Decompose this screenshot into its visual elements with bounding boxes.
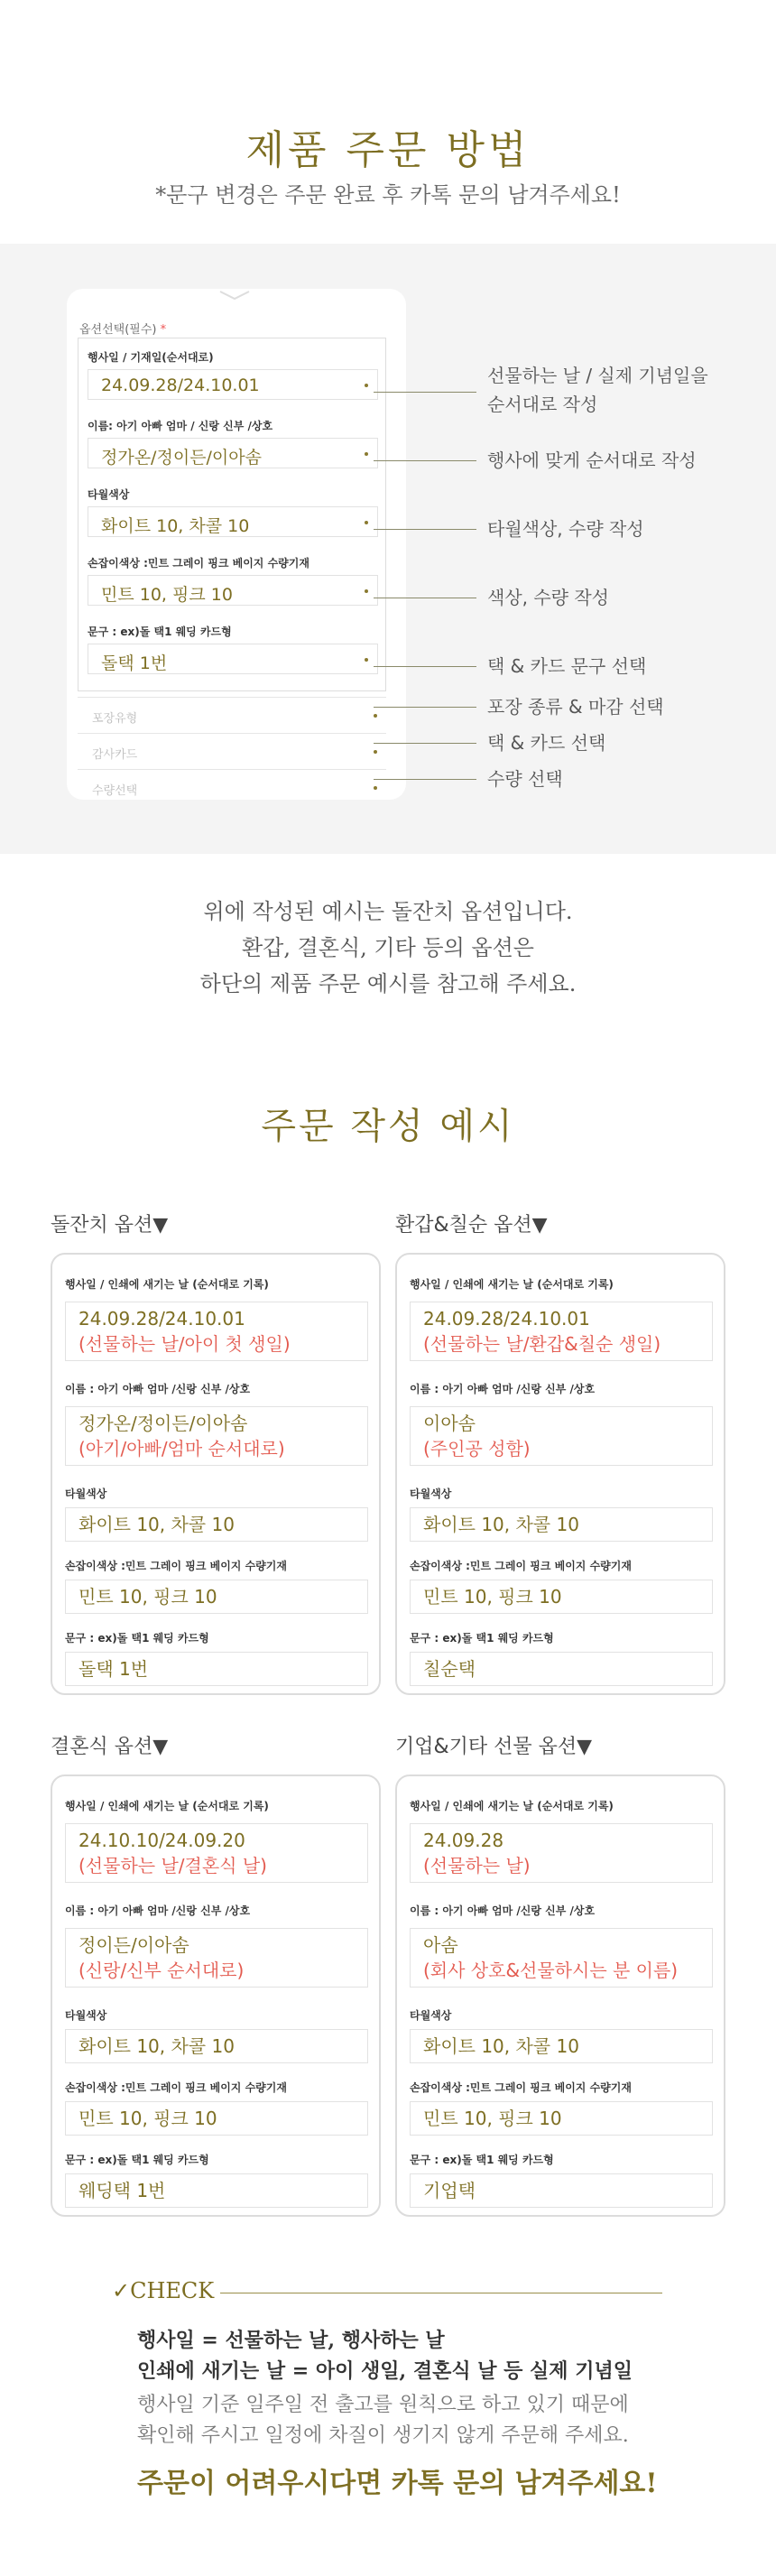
header bbox=[0, 0, 776, 244]
towel-color-field: 화이트 10, 차콜 10 bbox=[65, 2029, 368, 2063]
handle-color-field: 민트 10, 핑크 10 bbox=[65, 1580, 368, 1614]
leader-line bbox=[374, 392, 476, 393]
name-field: 정이든/이아솜 (신랑/신부 순서대로) bbox=[65, 1928, 368, 1988]
option-select-label: 옵션선택(필수) * bbox=[79, 323, 167, 337]
date-field: 24.09.28 (선물하는 날) bbox=[410, 1823, 713, 1883]
check-heading: ✓CHECK bbox=[112, 2278, 215, 2303]
example-card-first-birthday bbox=[51, 1253, 381, 1695]
phrase-field: 웨딩택 1번 bbox=[65, 2173, 368, 2208]
note-line: 환갑, 결혼식, 기타 등의 옵션은 bbox=[242, 935, 534, 960]
callout-quantity: 수량 선택 bbox=[487, 768, 563, 790]
field-label-date: 행사일 / 기재일(순서대로) bbox=[88, 351, 214, 364]
dot-marker-icon bbox=[365, 521, 368, 524]
quantity-select[interactable]: 수량선택 bbox=[78, 769, 386, 805]
field-label-phrase: 문구 : ex)돌 택1 웨딩 카드형 bbox=[88, 625, 232, 638]
field-label-name: 이름: 아기 아빠 엄마 / 신랑 신부 /상호 bbox=[88, 420, 273, 432]
callout-phrase: 택 & 카드 문구 선택 bbox=[487, 655, 647, 677]
field-label: 손잡이색상 :민트 그레이 핑크 베이지 수량기재 bbox=[65, 2081, 287, 2094]
field-label: 이름 : 아기 아빠 엄마 /신랑 신부 /상호 bbox=[410, 1383, 596, 1395]
leader-line bbox=[374, 666, 476, 667]
field-label: 문구 : ex)돌 택1 웨딩 카드형 bbox=[410, 2154, 554, 2166]
field-label: 이름 : 아기 아빠 엄마 /신랑 신부 /상호 bbox=[410, 1904, 596, 1917]
order-guide-section bbox=[0, 244, 776, 854]
field-label: 행사일 / 인쇄에 새기는 날 (순서대로 기록) bbox=[410, 1800, 614, 1812]
field-label: 타월색상 bbox=[65, 2009, 107, 2022]
card-heading-corporate: 기업&기타 선물 옵션▼ bbox=[395, 1736, 593, 1758]
field-label: 손잡이색상 :민트 그레이 핑크 베이지 수량기재 bbox=[65, 1560, 287, 1572]
phrase-field: 돌택 1번 bbox=[65, 1652, 368, 1686]
leader-line bbox=[374, 779, 476, 780]
field-label-towel-color: 타월색상 bbox=[88, 488, 130, 501]
option-form bbox=[78, 338, 386, 691]
field-label: 문구 : ex)돌 택1 웨딩 카드형 bbox=[65, 2154, 209, 2166]
field-label-handle-color: 손잡이색상 :민트 그레이 핑크 베이지 수량기재 bbox=[88, 557, 309, 570]
phrase-field[interactable]: 돌택 1번 bbox=[88, 644, 378, 674]
page-subtitle: *문구 변경은 주문 완료 후 카톡 문의 남겨주세요! bbox=[155, 182, 621, 208]
callout-date: 선물하는 날 / 실제 기념일을 순서대로 작성 bbox=[487, 365, 708, 415]
field-label: 문구 : ex)돌 택1 웨딩 카드형 bbox=[65, 1632, 209, 1645]
example-card-wedding bbox=[51, 1774, 381, 2217]
contact-message: 주문이 어려우시다면 카톡 문의 남겨주세요! bbox=[137, 2468, 658, 2499]
date-field[interactable]: 24.09.28/24.10.01 bbox=[88, 369, 378, 400]
field-label: 타월색상 bbox=[65, 1487, 107, 1500]
field-label: 손잡이색상 :민트 그레이 핑크 베이지 수량기재 bbox=[410, 1560, 632, 1572]
field-label: 이름 : 아기 아빠 엄마 /신랑 신부 /상호 bbox=[65, 1383, 251, 1395]
leader-line bbox=[374, 743, 476, 744]
packaging-select[interactable]: 포장유형 bbox=[78, 697, 386, 733]
thank-card-select[interactable]: 감사카드 bbox=[78, 733, 386, 769]
dot-marker-icon bbox=[365, 658, 368, 662]
callout-handle-color: 색상, 수량 작성 bbox=[487, 587, 609, 608]
page-title: 제품 주문 방법 bbox=[245, 127, 531, 173]
handle-color-field[interactable]: 민트 10, 핑크 10 bbox=[88, 575, 378, 606]
card-heading-first-birthday: 돌잔치 옵션▼ bbox=[51, 1214, 169, 1237]
field-label: 행사일 / 인쇄에 새기는 날 (순서대로 기록) bbox=[410, 1278, 614, 1291]
card-heading-sixtieth: 환갑&칠순 옵션▼ bbox=[395, 1214, 548, 1237]
example-card-corporate bbox=[395, 1774, 725, 2217]
field-label: 행사일 / 인쇄에 새기는 날 (순서대로 기록) bbox=[65, 1800, 269, 1812]
phone-mockup bbox=[67, 289, 406, 800]
check-line-event-date: 행사일 = 선물하는 날, 행사하는 날 bbox=[137, 2329, 445, 2352]
dot-marker-icon bbox=[374, 714, 377, 718]
towel-color-field: 화이트 10, 차콜 10 bbox=[65, 1507, 368, 1542]
check-line-print-date: 인쇄에 새기는 날 = 아이 생일, 결혼식 날 등 실제 기념일 bbox=[137, 2359, 633, 2383]
dot-marker-icon bbox=[365, 384, 368, 387]
check-icon: ✓ bbox=[112, 2278, 131, 2303]
date-field: 24.10.10/24.09.20 (선물하는 날/결혼식 날) bbox=[65, 1823, 368, 1883]
note-line: 하단의 제품 주문 예시를 참고해 주세요. bbox=[199, 971, 577, 996]
dot-marker-icon bbox=[374, 786, 377, 790]
note-line: 위에 작성된 예시는 돌잔치 옵션입니다. bbox=[203, 899, 573, 924]
options-note bbox=[0, 894, 776, 1002]
callout-name: 행사에 맞게 순서대로 작성 bbox=[487, 449, 697, 471]
towel-color-field: 화이트 10, 차콜 10 bbox=[410, 1507, 713, 1542]
callout-packaging: 포장 종류 & 마감 선택 bbox=[487, 696, 664, 718]
dot-marker-icon bbox=[374, 750, 377, 754]
name-field: 정가온/정이든/이아솜 (아기/아빠/엄마 순서대로) bbox=[65, 1406, 368, 1466]
name-field: 이아솜 (주인공 성함) bbox=[410, 1406, 713, 1466]
handle-color-field: 민트 10, 핑크 10 bbox=[410, 2101, 713, 2136]
leader-line bbox=[374, 529, 476, 530]
date-field: 24.09.28/24.10.01 (선물하는 날/환갑&칠순 생일) bbox=[410, 1302, 713, 1361]
card-heading-wedding: 결혼식 옵션▼ bbox=[51, 1736, 169, 1758]
field-label: 타월색상 bbox=[410, 2009, 452, 2022]
field-label: 문구 : ex)돌 택1 웨딩 카드형 bbox=[410, 1632, 554, 1645]
towel-color-field: 화이트 10, 차콜 10 bbox=[410, 2029, 713, 2063]
callout-card: 택 & 카드 선택 bbox=[487, 732, 606, 754]
towel-color-field[interactable]: 화이트 10, 차콜 10 bbox=[88, 506, 378, 537]
name-field: 아솜 (회사 상호&선물하시는 분 이름) bbox=[410, 1928, 713, 1988]
field-label: 손잡이색상 :민트 그레이 핑크 베이지 수량기재 bbox=[410, 2081, 632, 2094]
examples-title: 주문 작성 예시 bbox=[261, 1106, 515, 1147]
chevron-down-icon bbox=[218, 289, 251, 301]
check-line-shipping: 행사일 기준 일주일 전 출고를 원칙으로 하고 있기 때문에 bbox=[137, 2394, 629, 2416]
field-label: 이름 : 아기 아빠 엄마 /신랑 신부 /상호 bbox=[65, 1904, 251, 1917]
dot-marker-icon bbox=[365, 589, 368, 593]
field-label: 타월색상 bbox=[410, 1487, 452, 1500]
phrase-field: 기업택 bbox=[410, 2173, 713, 2208]
required-mark: * bbox=[160, 323, 167, 337]
name-field[interactable]: 정가온/정이든/이아솜 bbox=[88, 438, 378, 468]
phrase-field: 칠순택 bbox=[410, 1652, 713, 1686]
handle-color-field: 민트 10, 핑크 10 bbox=[410, 1580, 713, 1614]
handle-color-field: 민트 10, 핑크 10 bbox=[65, 2101, 368, 2136]
dot-marker-icon bbox=[365, 452, 368, 456]
field-label: 행사일 / 인쇄에 새기는 날 (순서대로 기록) bbox=[65, 1278, 269, 1291]
date-field: 24.09.28/24.10.01 (선물하는 날/아이 첫 생일) bbox=[65, 1302, 368, 1361]
leader-line bbox=[374, 707, 476, 708]
callout-towel-color: 타월색상, 수량 작성 bbox=[487, 518, 644, 540]
check-section bbox=[0, 2275, 776, 2576]
example-card-sixtieth bbox=[395, 1253, 725, 1695]
check-line-confirm: 확인해 주시고 일정에 차질이 생기지 않게 주문해 주세요. bbox=[137, 2424, 629, 2447]
leader-line bbox=[374, 460, 476, 461]
